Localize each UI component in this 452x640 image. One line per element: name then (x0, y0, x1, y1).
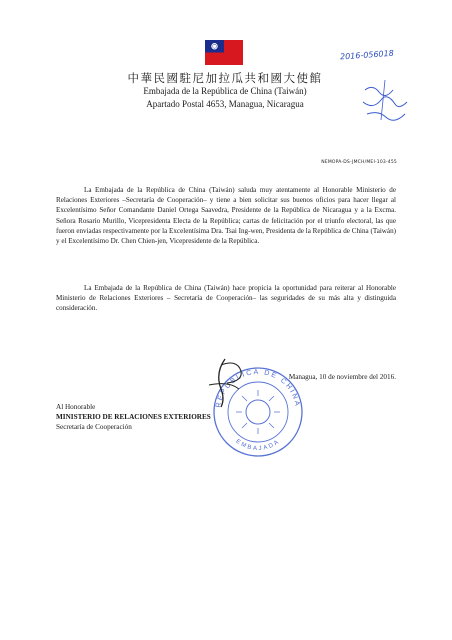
seal-ring-text-bottom: EMBAJADA (234, 438, 282, 453)
signature-scribble (203, 355, 273, 410)
date-line: Managua, 10 de noviembre del 2016. (288, 373, 396, 381)
embassy-chinese-title: 中華民國駐尼加拉瓜共和國大使館 (127, 71, 323, 85)
recipient-ministry: MINISTERIO DE RELACIONES EXTERIORES (56, 413, 211, 421)
received-stamp-number: 2016-056018 (339, 48, 395, 62)
recipient-department: Secretaría de Cooperación (56, 423, 132, 431)
reference-number: NEMOPA-DS-JMCH/MEI-103-455 (321, 160, 397, 165)
body-paragraph-2-text: La Embajada de la República de China (Taiwán) hace propicia la oportunidad para reiterar al Honorable Ministerio de Relaciones Exteriores – Secretaría de Cooperación– las seguridades de su más alta y distinguida consideración. (56, 284, 396, 313)
body-paragraph-1-text: La Embajada de la República de China (Taiwán) saluda muy atentamente al Honorable Ministerio de Relaciones Exteriores –Secretaría de Cooperación– y tiene a bien solicitar sus buenos oficios para hacer llegar al Excelentísimo Señor Comandante Daniel Ortega Saavedra, Presidente de la República de Nicaragua y a la Excma. Señora Rosario Murillo, Vicepresidenta Electa de la República; cartas de felicitación por el triunfo electoral, las que fueron enviadas respectivamente por la Excelentísima Dra. Tsai Ing-wen, Presidenta de la República de China (Taiwán) y el Excelentísimo Dr. Chen Chien-jen, Vicepresidente de la República. (56, 186, 396, 246)
recipient-salutation: Al Honorable (56, 403, 96, 411)
recipient-block (56, 402, 211, 432)
handwritten-initials (355, 70, 415, 130)
body-paragraph-2 (56, 283, 396, 314)
svg-text:EMBAJADA (235, 439, 282, 453)
embassy-address-line: Apartado Postal 4653, Managua, Nicaragua (146, 99, 304, 109)
embassy-name-line: Embajada de la República de China (Taiwán) (143, 86, 307, 96)
seal-ring-text-top: REPÚBLICA DE CHINA (215, 368, 301, 409)
body-paragraph-1 (56, 185, 396, 246)
taiwan-flag-icon (205, 40, 243, 65)
